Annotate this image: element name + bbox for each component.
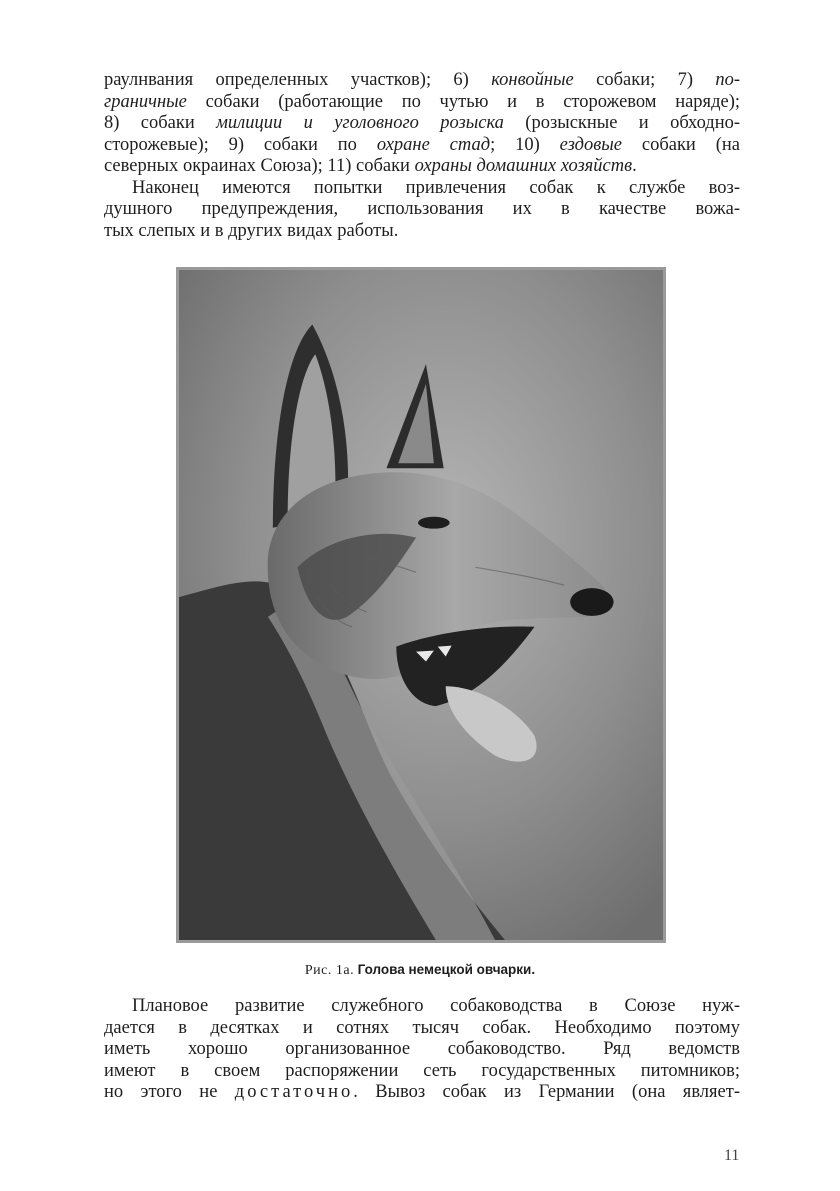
text-line: раулнвания определенных участков); 6) конвойные собаки; 7) по-	[104, 70, 740, 90]
text-line: северных окраинах Союза); 11) собаки охраны домашних хозяйств.	[104, 156, 637, 176]
paragraph-planned-development	[104, 996, 740, 1104]
text-line: иметь хорошо организованное собаководство. Ряд ведомств	[104, 1039, 740, 1059]
page-number: 11	[724, 1147, 740, 1164]
dog-head-illustration	[179, 270, 663, 940]
text-line: имеют в своем распоряжении сеть государственных питомников;	[104, 1060, 740, 1081]
text-line: сторожевые); 9) собаки по охране стад; 10) ездовые собаки (на	[104, 134, 740, 155]
text-line: Наконец имеются попытки привлечения собак к службе воз-	[132, 177, 740, 198]
text-line: 8) собаки милиции и уголовного розыска (розыскные и обходно-	[104, 113, 741, 133]
paragraph-dog-types	[104, 70, 740, 178]
figure-caption	[0, 962, 840, 979]
text-line: душного предупреждения, использования их в качестве вожа-	[104, 199, 740, 219]
text-line: дается в десятках и сотнях тысяч собак. Необходимо поэтому	[104, 1017, 740, 1038]
bottom-text-block	[104, 996, 740, 1104]
text-line: граничные собаки (работающие по чутью и в сторожевом наряде);	[104, 91, 740, 112]
figure-label: Рис. 1а.	[304, 963, 355, 978]
text-line: тых слепых и в других видах работы.	[104, 220, 399, 241]
top-text-block	[104, 70, 740, 242]
german-shepherd-photo	[176, 267, 666, 943]
paragraph-other-uses	[104, 178, 740, 243]
figure-title: Голова немецкой овчарки.	[357, 962, 536, 977]
text-line: но этого не достаточно. Вывоз собак из Германии (она являет-	[104, 1082, 741, 1102]
text-line: Плановое развитие служебного собаководства в Союзе нуж-	[132, 996, 740, 1016]
